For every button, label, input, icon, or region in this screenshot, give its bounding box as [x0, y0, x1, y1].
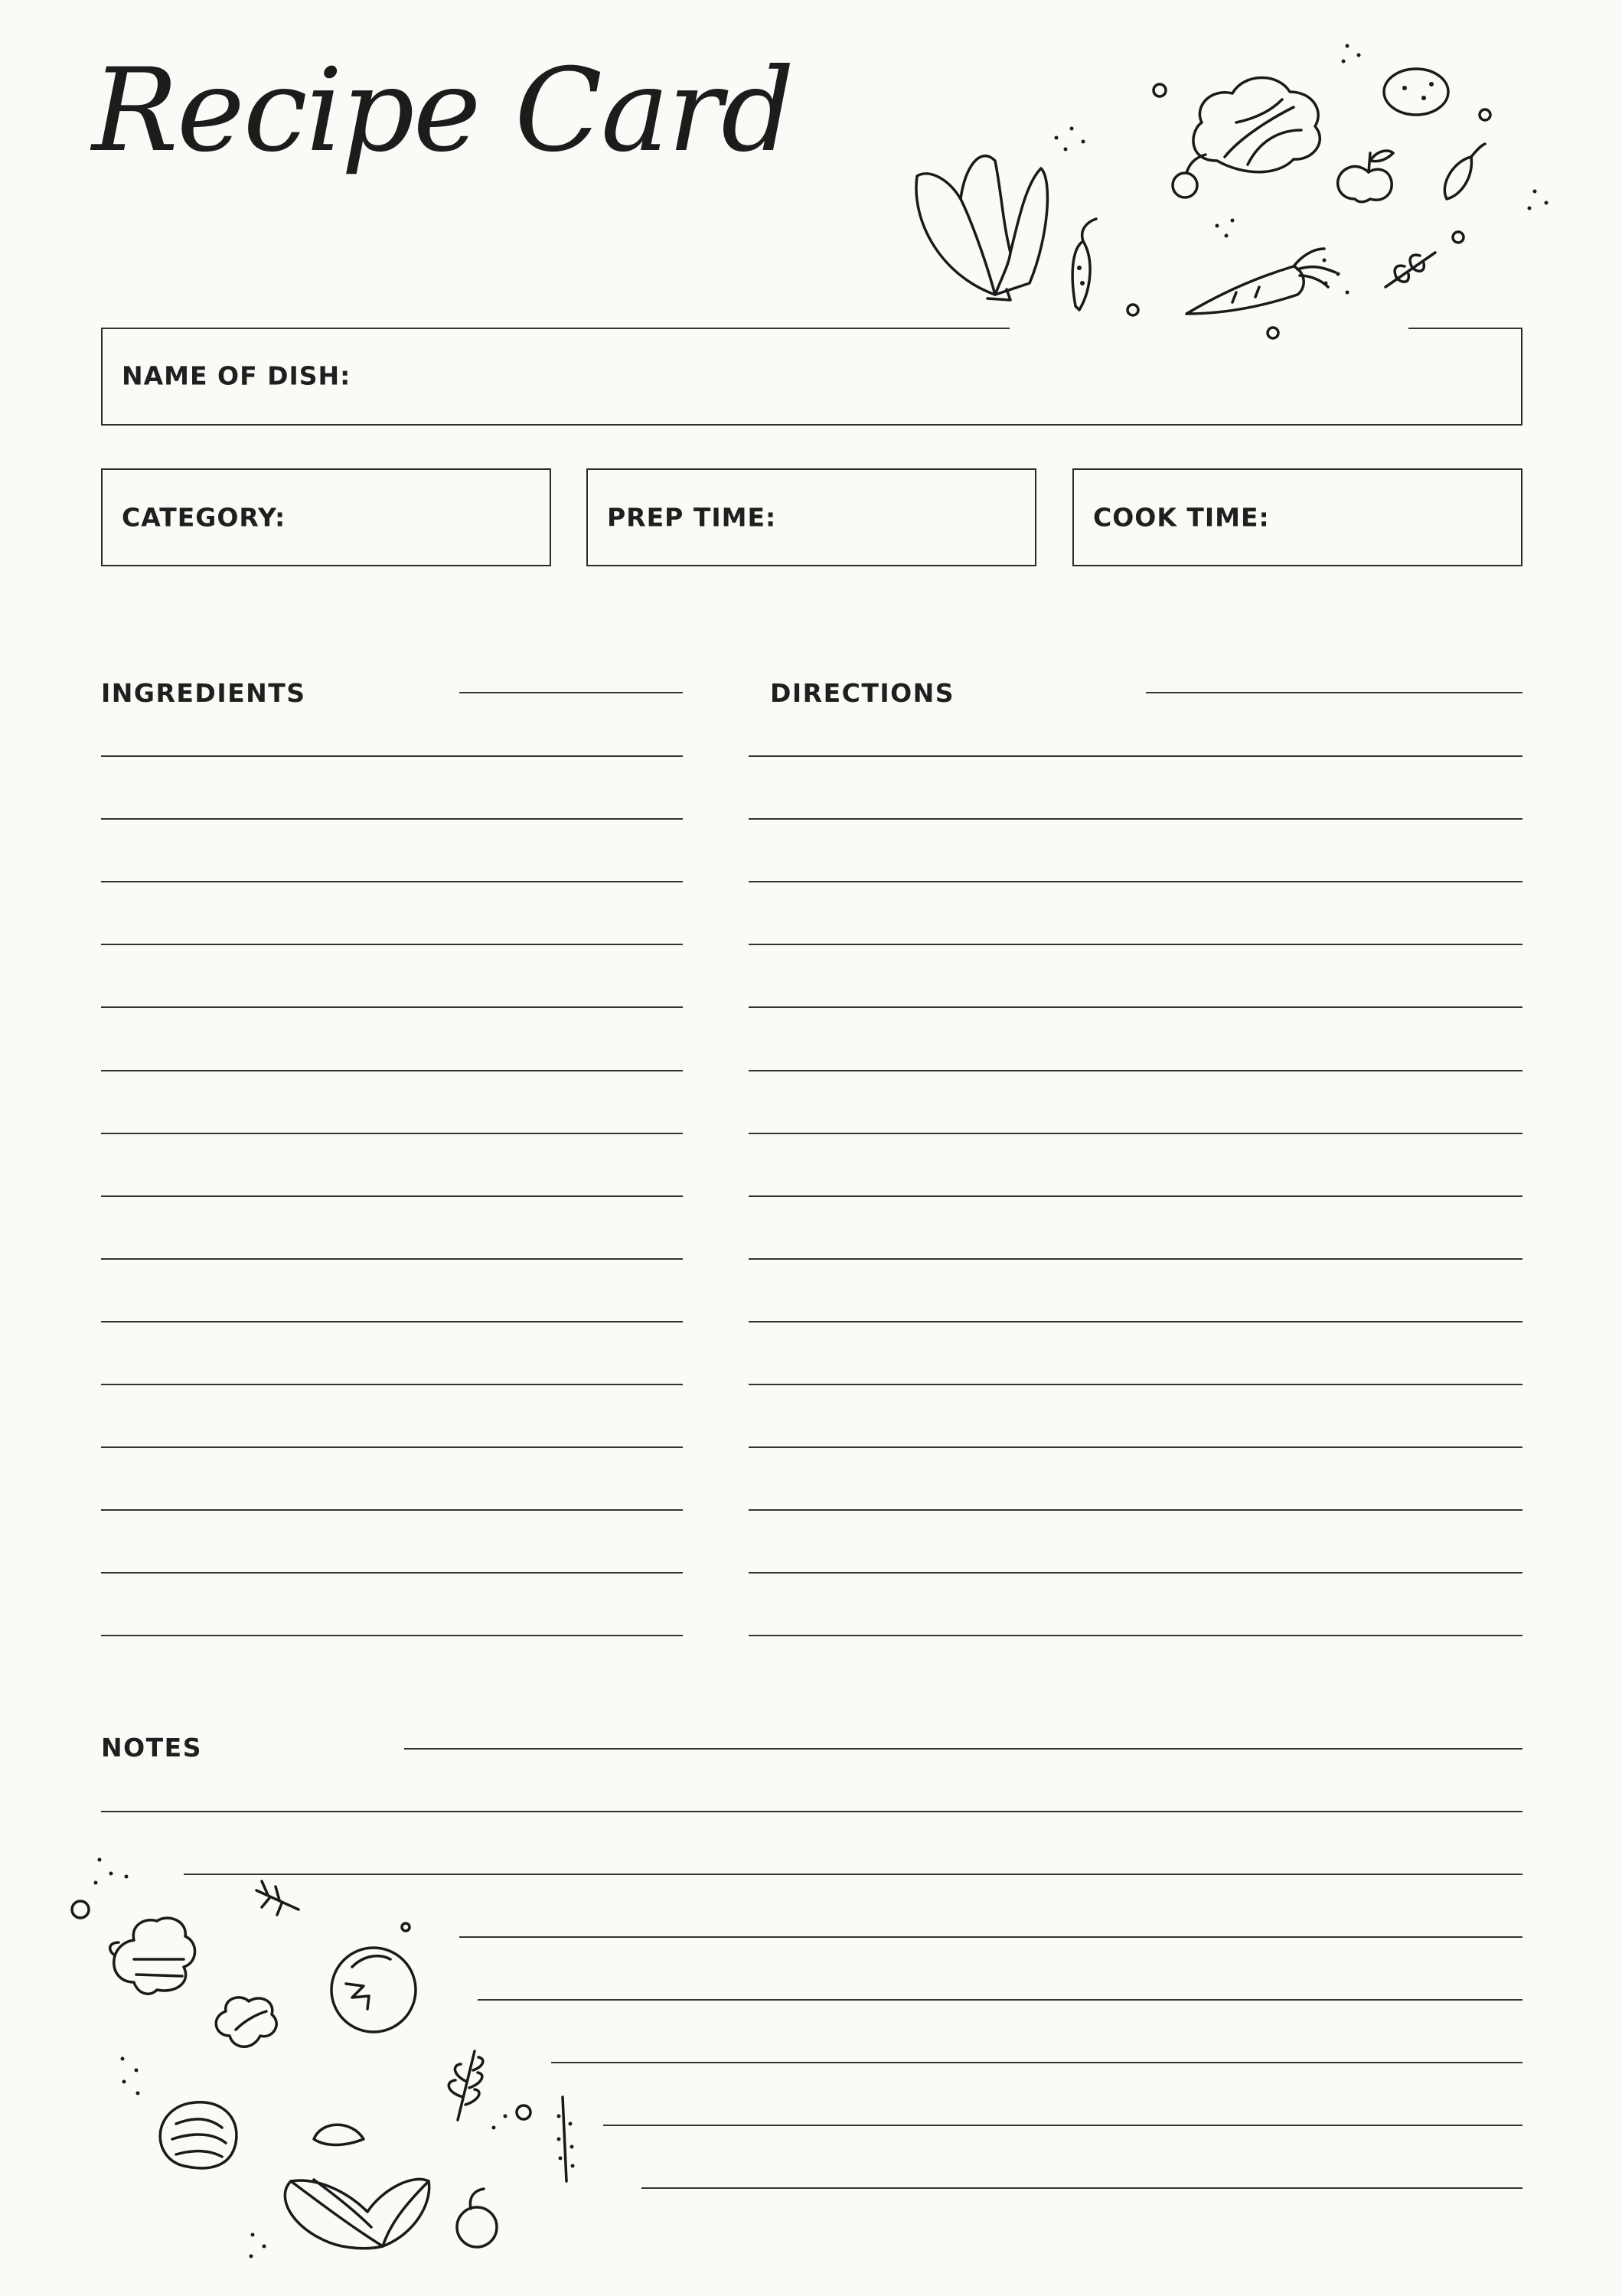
writing-line[interactable]	[101, 1572, 683, 1574]
writing-line[interactable]	[101, 1509, 683, 1511]
category-field[interactable]	[101, 468, 551, 566]
directions-heading-rule	[1146, 692, 1522, 693]
writing-line[interactable]	[749, 1258, 1522, 1260]
notes-heading-rule	[404, 1748, 1522, 1750]
writing-line[interactable]	[749, 1509, 1522, 1511]
directions-heading: DIRECTIONS	[770, 678, 955, 708]
writing-line[interactable]	[641, 2187, 1522, 2189]
writing-line[interactable]	[749, 944, 1522, 945]
writing-line[interactable]	[749, 1572, 1522, 1574]
prep-time-field[interactable]	[586, 468, 1036, 566]
writing-line[interactable]	[101, 1006, 683, 1008]
writing-line[interactable]	[101, 818, 683, 820]
writing-line[interactable]	[749, 1006, 1522, 1008]
writing-line[interactable]	[101, 944, 683, 945]
writing-line[interactable]	[101, 1811, 1522, 1812]
writing-line[interactable]	[749, 1635, 1522, 1636]
writing-line[interactable]	[101, 1195, 683, 1197]
category-label: CATEGORY:	[122, 502, 286, 533]
vegetable-doodles-icon	[896, 46, 1569, 352]
writing-line[interactable]	[101, 1258, 683, 1260]
writing-line[interactable]	[749, 1070, 1522, 1071]
writing-line[interactable]	[101, 1321, 683, 1322]
writing-line[interactable]	[749, 1133, 1522, 1134]
writing-line[interactable]	[459, 1936, 1522, 1938]
writing-line[interactable]	[749, 755, 1522, 757]
name-of-dish-label: NAME OF DISH:	[122, 360, 351, 391]
writing-line[interactable]	[603, 2125, 1522, 2126]
page-title: Recipe Card	[92, 44, 794, 178]
vegetable-doodles-icon	[61, 1852, 612, 2281]
writing-line[interactable]	[101, 1384, 683, 1385]
writing-line[interactable]	[749, 881, 1522, 882]
writing-line[interactable]	[101, 881, 683, 882]
notes-heading: NOTES	[101, 1733, 202, 1763]
writing-line[interactable]	[478, 1999, 1522, 2001]
cook-time-label: COOK TIME:	[1093, 502, 1270, 533]
writing-line[interactable]	[749, 1446, 1522, 1448]
writing-line[interactable]	[101, 1446, 683, 1448]
ingredients-heading-rule	[459, 692, 683, 693]
writing-line[interactable]	[101, 1635, 683, 1636]
cook-time-field[interactable]	[1072, 468, 1522, 566]
writing-line[interactable]	[101, 755, 683, 757]
writing-line[interactable]	[749, 1384, 1522, 1385]
writing-line[interactable]	[101, 1133, 683, 1134]
writing-line[interactable]	[101, 1070, 683, 1071]
writing-line[interactable]	[749, 818, 1522, 820]
ingredients-heading: INGREDIENTS	[101, 678, 306, 708]
prep-time-label: PREP TIME:	[607, 502, 777, 533]
writing-line[interactable]	[749, 1321, 1522, 1322]
writing-line[interactable]	[749, 1195, 1522, 1197]
name-box-top-left	[101, 328, 1010, 329]
writing-line[interactable]	[551, 2062, 1522, 2063]
